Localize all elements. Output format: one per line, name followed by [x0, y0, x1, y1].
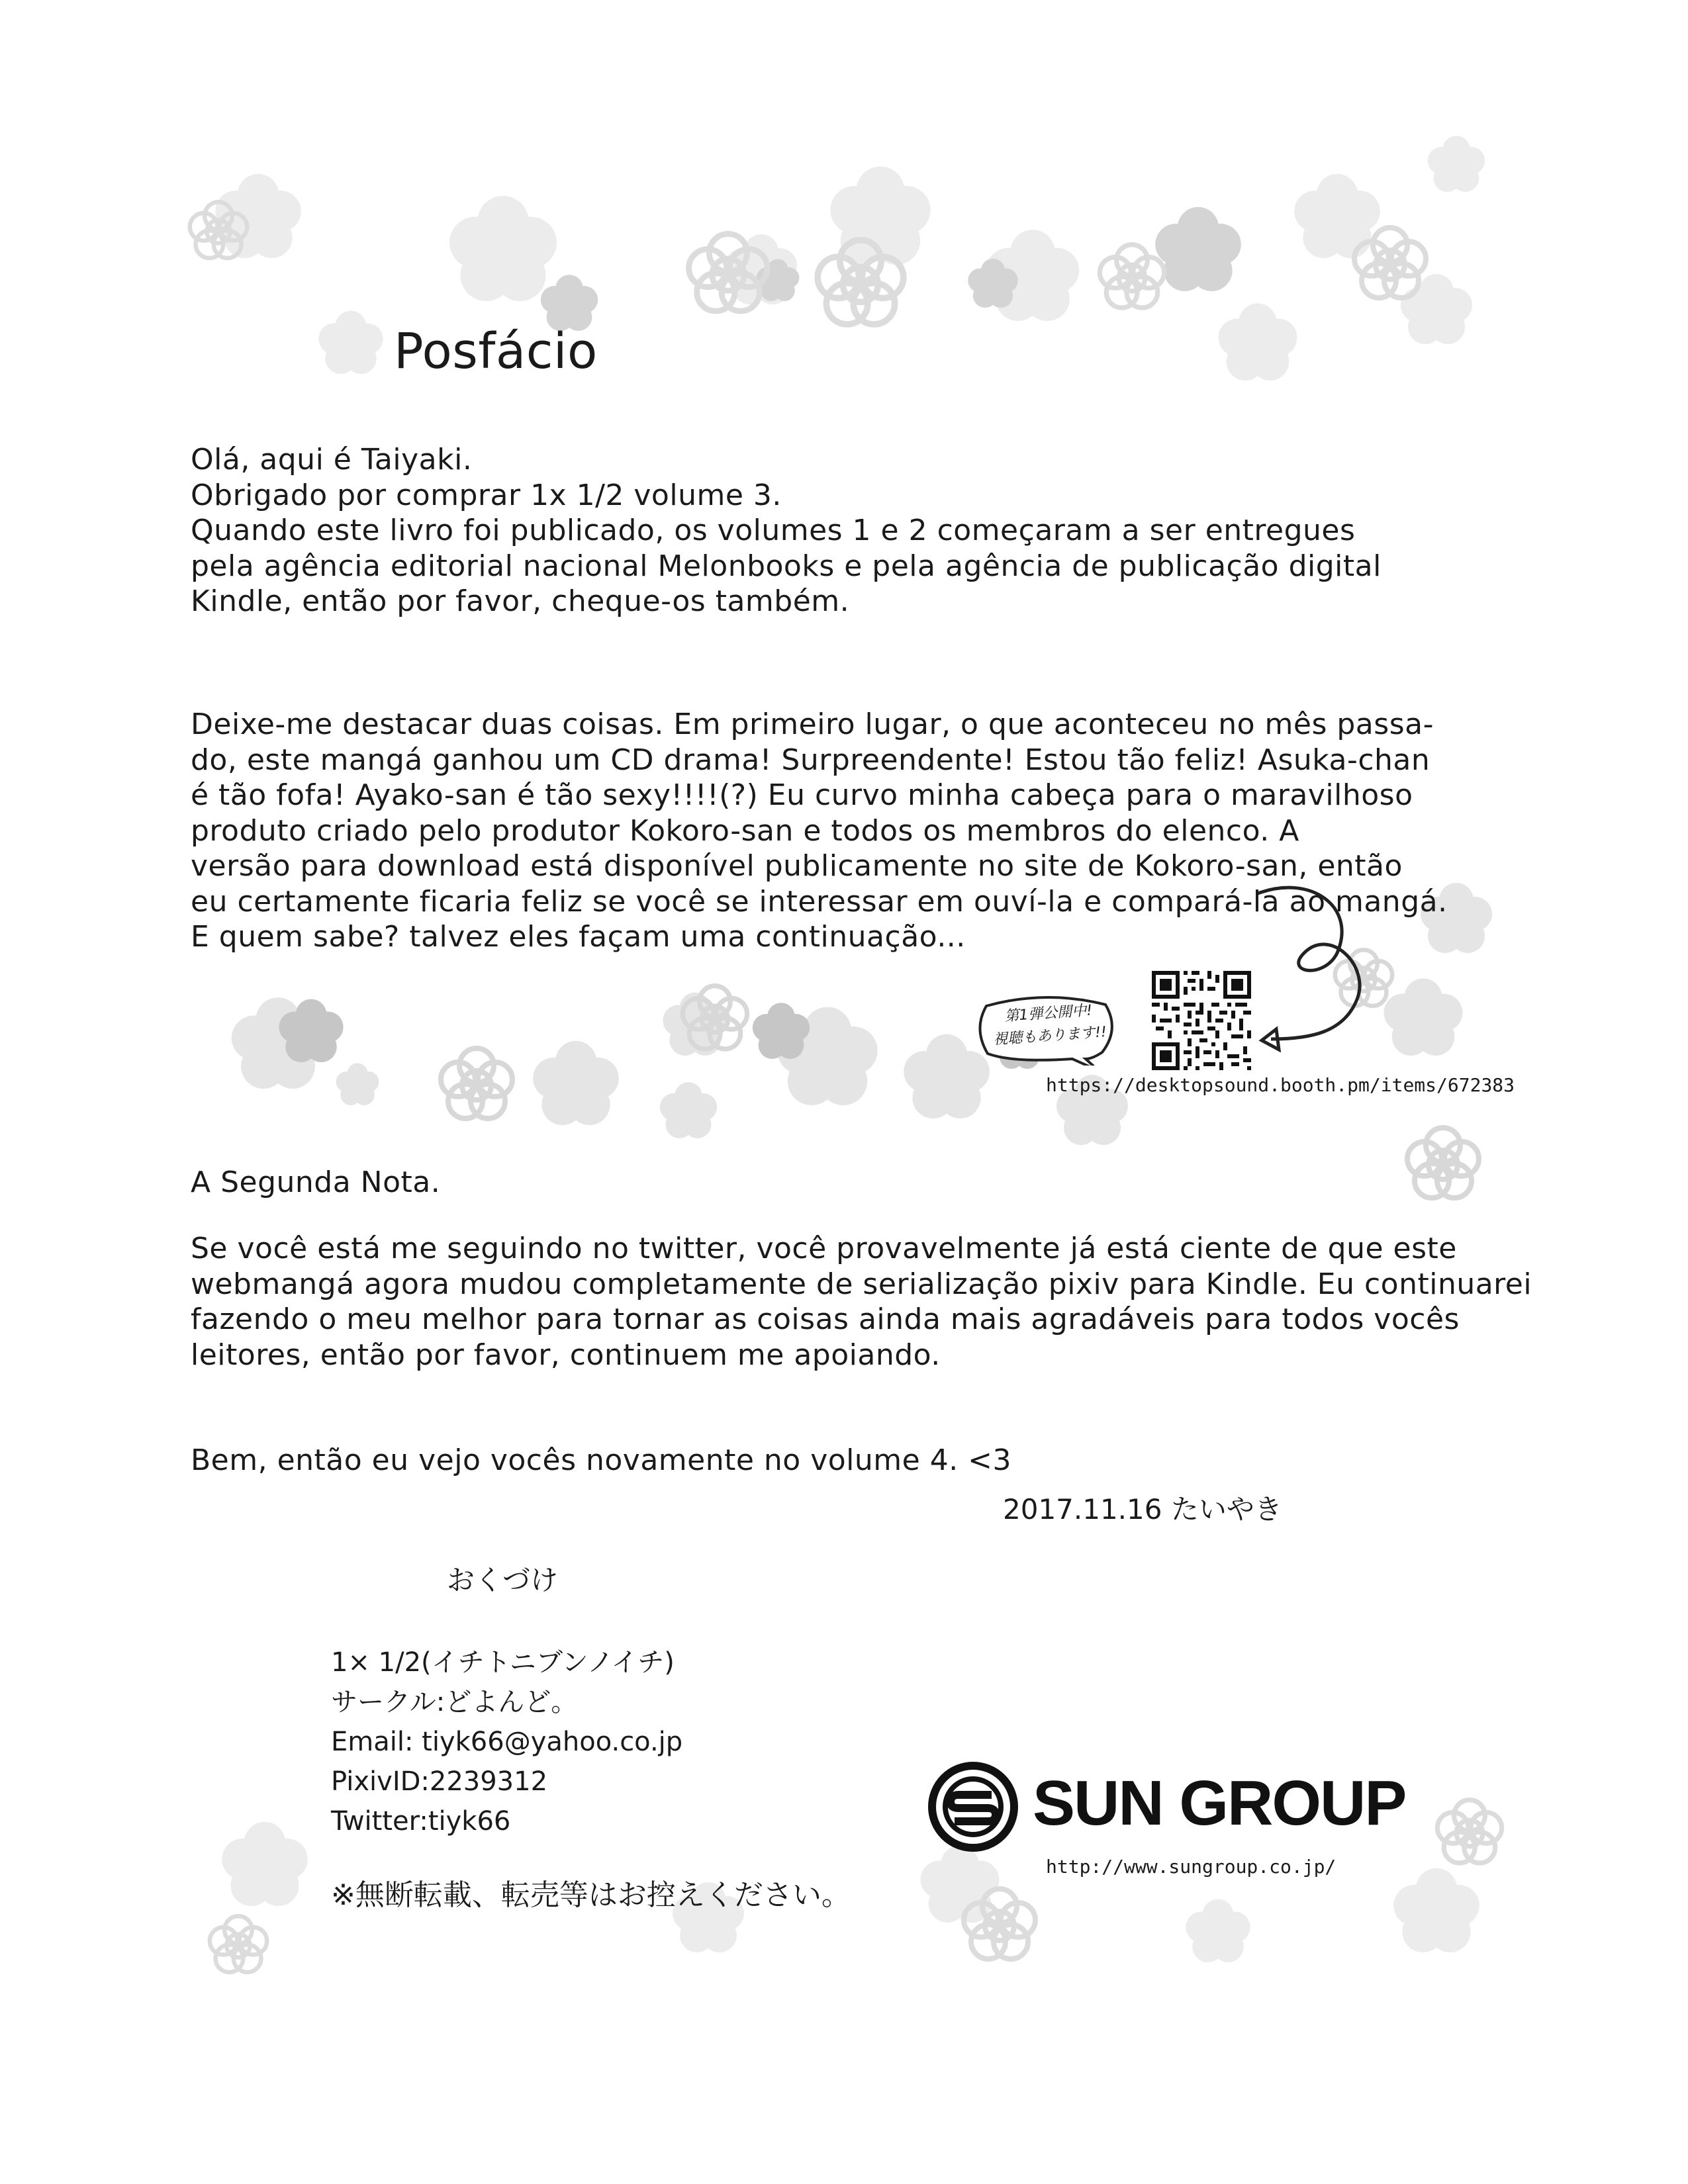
paragraph-line: webmangá agora mudou completamente de serialização pixiv para Kindle. Eu continuarei — [191, 1267, 1532, 1301]
page-title: Posfácio — [394, 323, 598, 380]
curved-arrow-icon — [1258, 880, 1423, 1052]
sun-group-logo — [927, 1760, 1417, 1860]
colophon-line: サークル:どよんど。 — [331, 1687, 578, 1717]
colophon-info — [331, 1643, 682, 1841]
logo-url-link[interactable]: http://www.sungroup.co.jp/ — [1046, 1856, 1336, 1878]
date-signature: 2017.11.16 たいやき — [1003, 1493, 1282, 1525]
sun-group-logo-icon — [927, 1760, 1019, 1853]
bubble-text — [985, 998, 1113, 1052]
paragraph-line: pela agência editorial nacional Melonbooks e pela agência de publicação digital — [191, 549, 1382, 583]
second-note-paragraph — [191, 1231, 1532, 1373]
colophon-line: 1× 1/2(イチトニブンノイチ) — [331, 1647, 675, 1678]
paragraph-line: Kindle, então por favor, cheque-os também. — [191, 584, 850, 618]
second-note-heading: A Segunda Nota. — [191, 1165, 441, 1199]
paragraph-line: produto criado pelo produtor Kokoro-san e todos os membros do elenco. A — [191, 813, 1299, 848]
intro-paragraph — [191, 442, 1382, 619]
paragraph-line: eu certamente ficaria feliz se você se interessar em ouví-la e compará-la ao mangá. — [191, 884, 1448, 919]
paragraph-line: fazendo o meu melhor para tornar as coisas ainda mais agradáveis para todos vocês — [191, 1302, 1460, 1336]
colophon-email[interactable]: Email: tiyk66@yahoo.co.jp — [331, 1727, 683, 1757]
paragraph-line: Olá, aqui é Taiyaki. — [191, 443, 473, 477]
bubble-line: 視聴もあります!! — [992, 1024, 1107, 1048]
colophon-line: Twitter:tiyk66 — [331, 1806, 511, 1837]
logo-wordmark: SUN GROUP — [1033, 1768, 1406, 1839]
paragraph-line: do, este mangá ganhou um CD drama! Surpreendente! Estou tão feliz! Asuka-chan — [191, 743, 1430, 777]
closing-line: Bem, então eu vejo vocês novamente no volume 4. <3 — [191, 1443, 1012, 1477]
qr-code-icon[interactable] — [1152, 971, 1251, 1070]
reprint-notice: ※無断転載、転売等はお控えください。 — [331, 1878, 851, 1912]
colophon-heading: おくづけ — [447, 1564, 559, 1596]
paragraph-line: E quem sabe? talvez eles façam uma continuação... — [191, 920, 966, 954]
paragraph-line: versão para download está disponível publicamente no site de Kokoro-san, então — [191, 849, 1403, 883]
paragraph-line: leitores, então por favor, continuem me apoiando. — [191, 1338, 941, 1372]
paragraph-line: Se você está me seguindo no twitter, você provavelmente já está ciente de que este — [191, 1232, 1457, 1265]
paragraph-line: é tão fofa! Ayako-san é tão sexy!!!!(?) Eu curvo minha cabeça para o maravilhoso — [191, 778, 1413, 812]
paragraph-line: Quando este livro foi publicado, os volumes 1 e 2 começaram a ser entregues — [191, 514, 1356, 547]
colophon-line: PixivID:2239312 — [331, 1766, 548, 1797]
qr-url-link[interactable]: https://desktopsound.booth.pm/items/672383 — [1046, 1074, 1515, 1096]
paragraph-line: Deixe-me destacar duas coisas. Em primeiro lugar, o que aconteceu no mês passa- — [191, 707, 1434, 741]
paragraph-line: Obrigado por comprar 1x 1/2 volume 3. — [191, 478, 782, 512]
bubble-line: 第1弾公開中! — [1004, 1002, 1093, 1025]
